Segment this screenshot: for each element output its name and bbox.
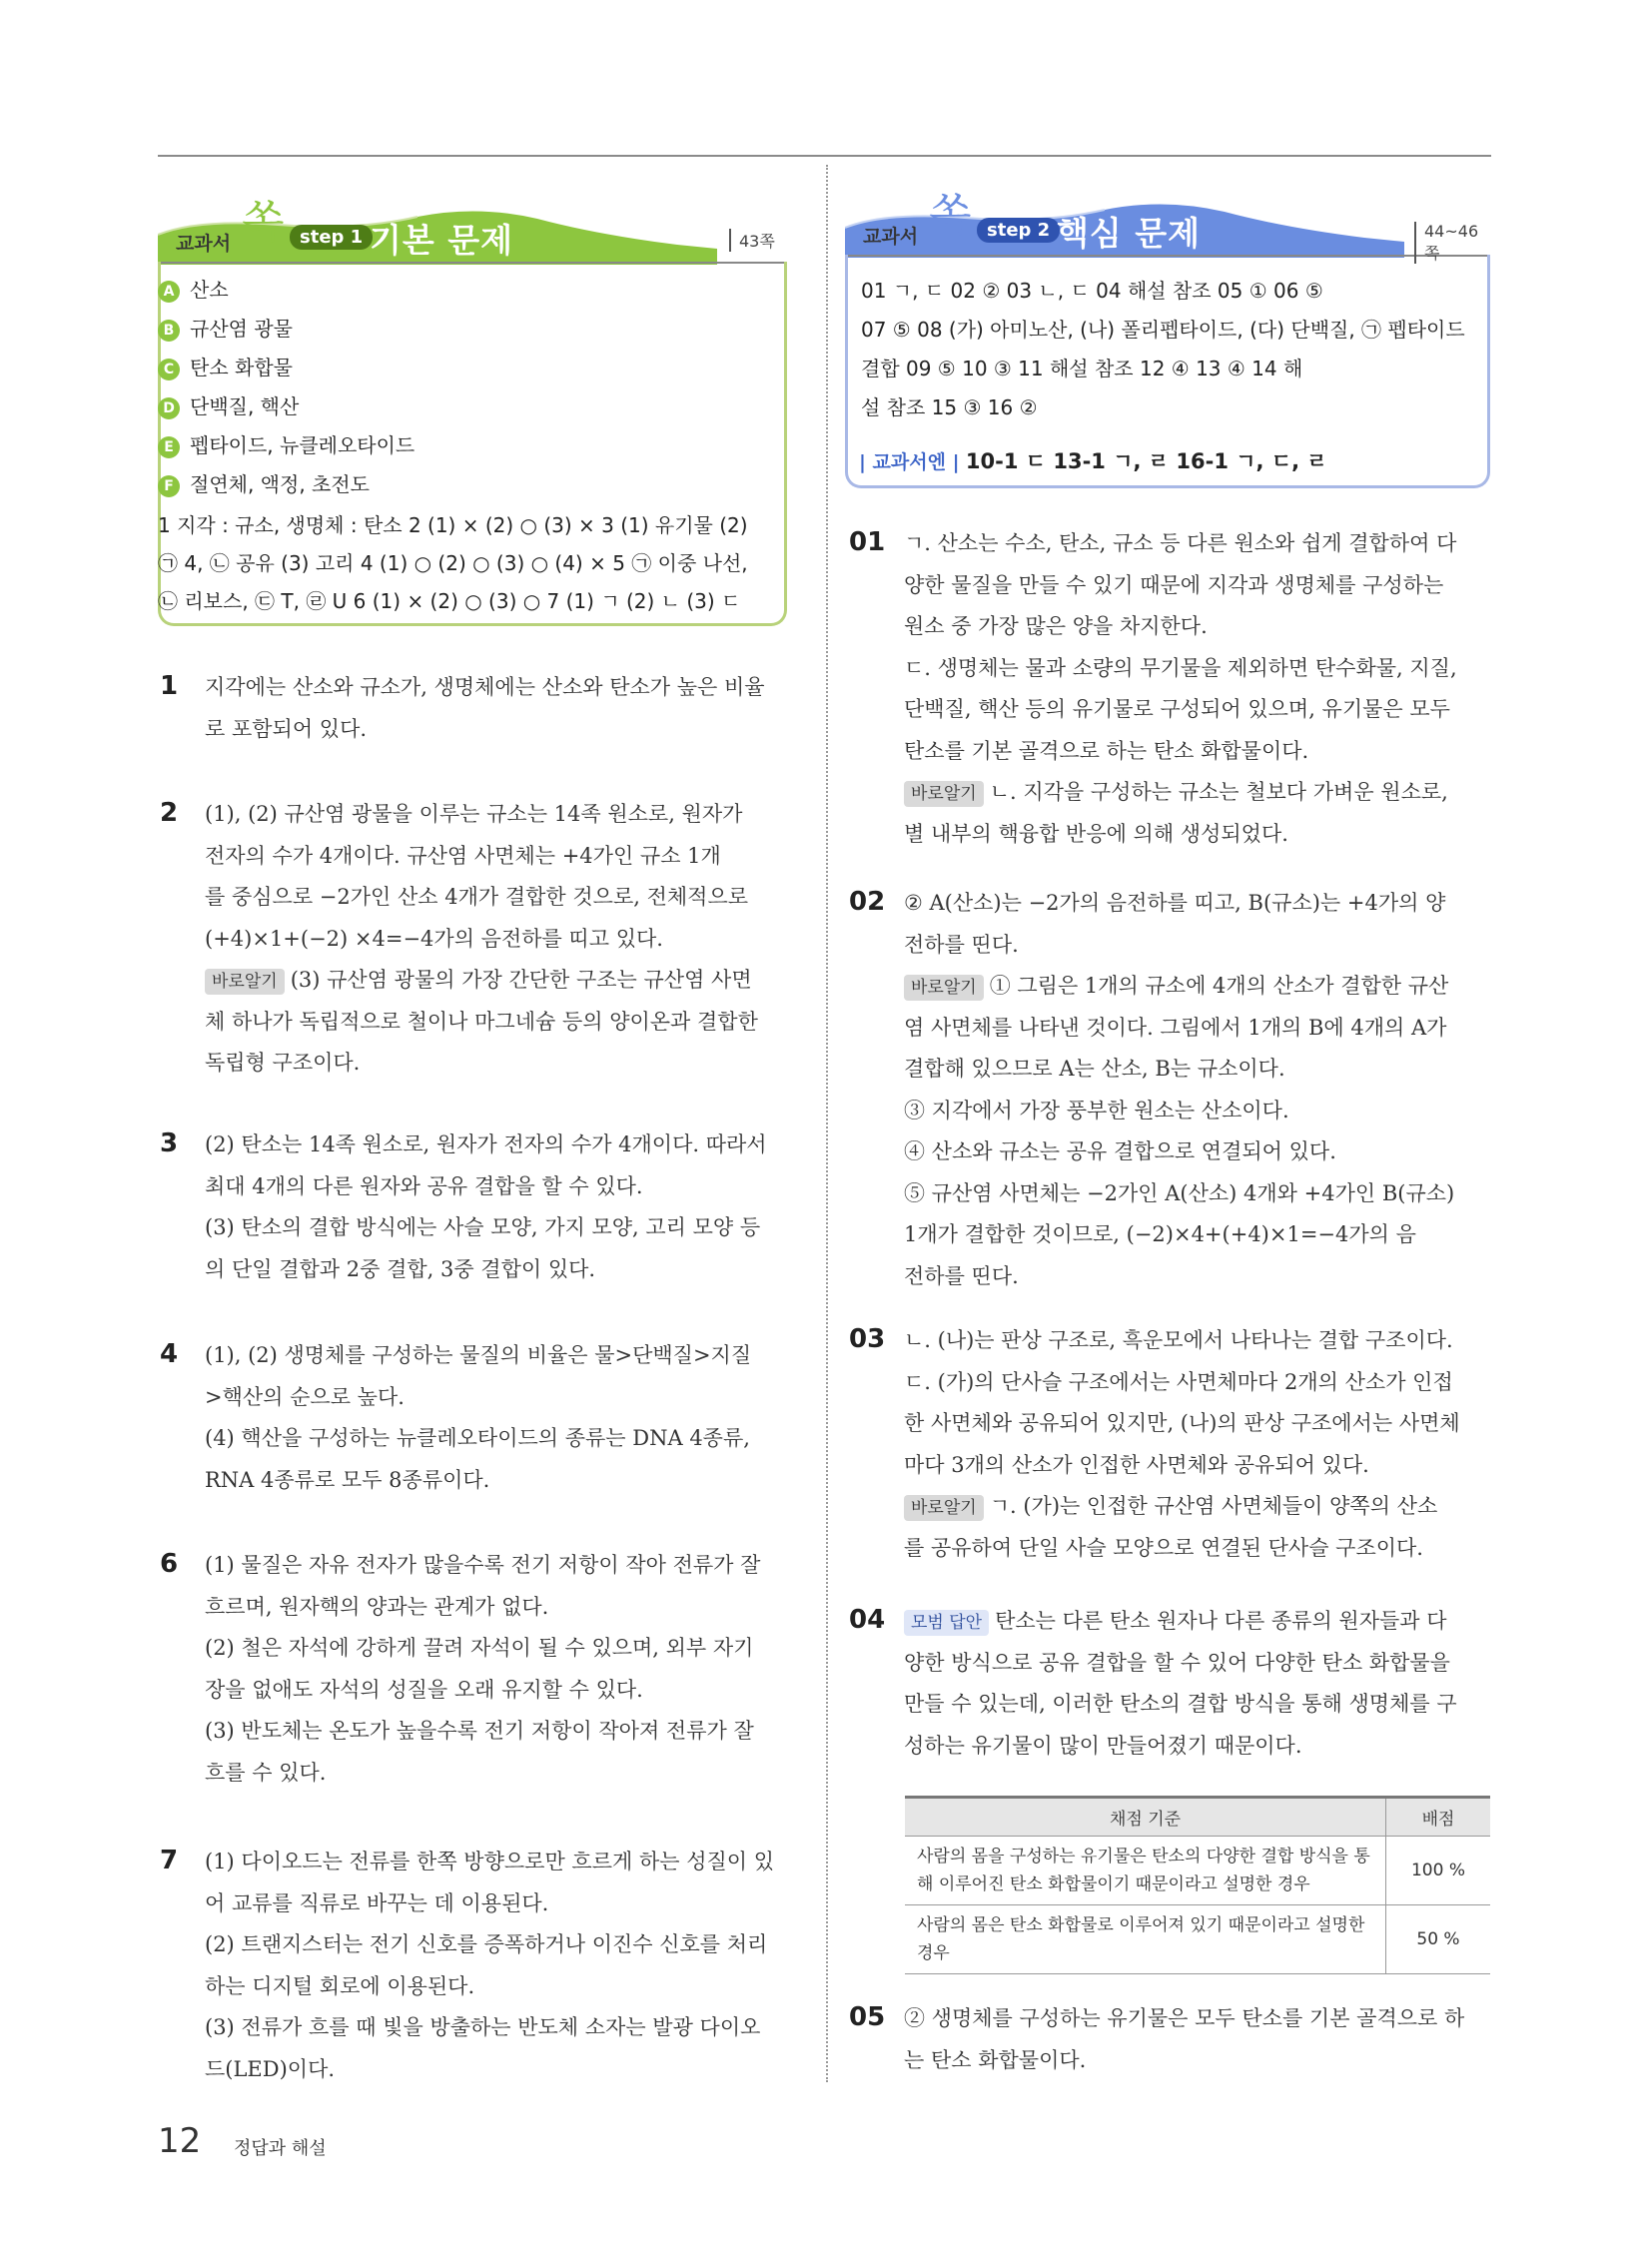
explanation-line: 한 사면체와 공유되어 있지만, (나)의 판상 구조에서는 사면체 <box>904 1411 1460 1435</box>
question-number: 7 <box>160 1846 179 1875</box>
explanation-line: (4) 핵산을 구성하는 뉴클레오타이드의 종류는 DNA 4종류, <box>205 1426 750 1450</box>
top-rule <box>158 155 1491 157</box>
explanation-line: ㄷ. (가)의 단사슬 구조에서는 사면체마다 2개의 산소가 인접 <box>904 1369 1453 1394</box>
explanation-line: 하는 디지털 회로에 이용된다. <box>205 1973 475 1998</box>
step-badge: step 2 <box>977 218 1060 243</box>
explanation-line-text: 체 하나가 독립적으로 철이나 마그네슘 등의 양이온과 결합한 <box>205 1009 758 1034</box>
explanation-line-text: 탄소는 다른 탄소 원자나 다른 종류의 원자들과 다 <box>995 1609 1447 1633</box>
explanation-line: 탄소를 기본 골격으로 하는 탄소 화합물이다. <box>904 738 1309 763</box>
question-number: 02 <box>849 887 886 917</box>
explanation-line <box>904 1173 1491 1215</box>
concept-mark: E <box>158 436 180 458</box>
criterion-header: 채점 기준 <box>905 1798 1386 1837</box>
question-number: 01 <box>849 527 886 557</box>
table-row <box>905 1837 1490 1905</box>
explanation-line-text: 결합해 있으므로 A는 산소, B는 규소이다. <box>904 1057 1285 1081</box>
concept-text: 절연체, 액정, 초전도 <box>190 472 370 496</box>
explanation-line: 단백질, 핵산 등의 유기물로 구성되어 있으며, 유기물은 모두 <box>904 697 1450 721</box>
answer-line: ㉠ 4, ㉡ 공유 (3) 고리 4 (1) ○ (2) ○ (3) ○ (4) × 5 ㉠ 이중 나선, <box>158 551 748 575</box>
explanation-line: 로 포함되어 있다. <box>205 716 368 741</box>
points-header: 배점 <box>1386 1798 1491 1837</box>
explanation-text <box>205 1124 789 1290</box>
explanation-line: 흐를 수 있다. <box>205 1760 327 1785</box>
concept-mark: B <box>158 320 180 342</box>
core-problem-header <box>845 190 1490 263</box>
concept-item <box>158 468 370 497</box>
question-number: 04 <box>849 1605 886 1635</box>
explanation-line <box>904 1131 1491 1173</box>
points-cell: 50 % <box>1386 1905 1491 1974</box>
explanation-line: 마다 3개의 산소가 인접한 사면체와 공유되어 있다. <box>904 1452 1369 1477</box>
concept-item <box>158 352 293 380</box>
section-title: 기본 문제 <box>370 221 514 260</box>
page-ref: 43쪽 <box>729 229 775 252</box>
table-row <box>905 1905 1490 1974</box>
textbook-answer-text: 10-1 ㄷ 13-1 ㄱ, ㄹ 16-1 ㄱ, ㄷ, ㄹ <box>965 449 1327 473</box>
concept-mark: D <box>158 397 180 419</box>
explanation-line: (3) 탄소의 결합 방식에는 사슬 모양, 가지 모양, 고리 모양 등 <box>205 1215 761 1239</box>
explanation-line: ㄱ. 산소는 수소, 탄소, 규소 등 다른 원소와 쉽게 결합하여 다 <box>904 531 1457 555</box>
textbook-tag: | 교과서엔 | <box>859 451 960 473</box>
question-number: 03 <box>849 1324 886 1354</box>
explanation-line: 를 중심으로 −2가인 산소 4개가 결합한 것으로, 전체적으로 <box>205 885 749 909</box>
correction-tag: 바로알기 <box>904 1495 984 1521</box>
question-number: 05 <box>849 2002 886 2032</box>
explanation-line-text: ④ 산소와 규소는 공유 결합으로 연결되어 있다. <box>904 1139 1336 1163</box>
model-answer-tag: 모범 답안 <box>904 1610 989 1636</box>
explanation-line: 원소 중 가장 많은 양을 차지한다. <box>904 614 1208 638</box>
explanation-line: >핵산의 순으로 높다. <box>205 1384 405 1409</box>
explanation-text <box>904 1998 1491 2081</box>
explanation-line: ㄴ. (나)는 판상 구조로, 흑운모에서 나타나는 결합 구조이다. <box>904 1328 1453 1352</box>
basic-problem-header <box>158 197 787 265</box>
explanation-line <box>205 960 789 1002</box>
explanation-line <box>205 1002 789 1044</box>
explanation-line-text: ㄴ. 지각을 구성하는 규소는 철보다 가벼운 원소로, <box>989 780 1448 804</box>
ssuk-logo: 쏙 <box>242 197 285 248</box>
explanation-line: 드(LED)이다. <box>205 2056 336 2081</box>
explanation-line <box>904 814 1491 856</box>
explanation-line <box>904 1726 1491 1768</box>
explanation-line: 는 탄소 화합물이다. <box>904 2047 1087 2072</box>
question-number: 2 <box>160 798 179 828</box>
concept-mark: F <box>158 475 180 497</box>
explanation-line: RNA 4종류로 모두 8종류이다. <box>205 1467 490 1492</box>
explanation-line: 장을 없애도 자석의 성질을 오래 유지할 수 있다. <box>205 1677 643 1702</box>
explanation-text <box>205 794 789 1085</box>
explanation-line-text: 별 내부의 핵융합 반응에 의해 생성되었다. <box>904 821 1288 846</box>
explanation-line: 양한 물질을 만들 수 있기 때문에 지각과 생명체를 구성하는 <box>904 572 1444 597</box>
concept-item <box>158 429 414 458</box>
explanation-line-text: ③ 지각에서 가장 풍부한 원소는 산소이다. <box>904 1098 1289 1122</box>
answer-line: 결합 09 ⑤ 10 ③ 11 해설 참조 12 ④ 13 ④ 14 해 <box>861 357 1303 380</box>
explanation-line <box>904 1256 1491 1298</box>
explanation-line-text: ① 그림은 1개의 규소에 4개의 산소가 결합한 규산 <box>989 974 1449 998</box>
explanation-line <box>205 1043 789 1085</box>
explanation-text <box>205 1545 789 1794</box>
explanation-line <box>904 1528 1491 1570</box>
explanation-text <box>205 1335 789 1501</box>
explanation-line-text: ㄱ. (가)는 인접한 규산염 사면체들이 양쪽의 산소 <box>989 1494 1438 1518</box>
explanation-line: (1), (2) 생명체를 구성하는 물질의 비율은 물>단백질>지질 <box>205 1343 752 1367</box>
textbook-answers <box>859 445 1327 475</box>
explanation-line-text: (3) 규산염 광물의 가장 간단한 구조는 규산염 사면 <box>290 968 752 992</box>
concept-text: 탄소 화합물 <box>190 356 293 379</box>
explanation-line-text: ⑤ 규산염 사면체는 −2가인 A(산소) 4개와 +4가인 B(규소) <box>904 1180 1455 1205</box>
question-number: 4 <box>160 1339 179 1369</box>
section-title: 핵심 문제 <box>1057 214 1202 253</box>
textbook-label: 교과서 <box>176 233 232 255</box>
answer-line: 1 지각 : 규소, 생명체 : 탄소 2 (1) × (2) ○ (3) × 3 (1) 유기물 (2) <box>158 513 748 537</box>
explanation-line-text: 독립형 구조이다. <box>205 1051 361 1075</box>
page-number: 12 <box>158 2121 202 2161</box>
explanation-line: ② A(산소)는 −2가의 음전하를 띠고, B(규소)는 +4가의 양 <box>904 891 1446 915</box>
explanation-line-text: 양한 방식으로 공유 결합을 할 수 있어 다양한 탄소 화합물을 <box>904 1650 1450 1675</box>
explanation-line <box>904 1091 1491 1132</box>
answer-line: 설 참조 15 ③ 16 ② <box>861 395 1038 419</box>
explanation-line: 어 교류를 직류로 바꾸는 데 이용된다. <box>205 1890 549 1915</box>
concept-mark: A <box>158 281 180 303</box>
footer-label: 정답과 해설 <box>234 2138 327 2159</box>
explanation-line <box>904 1643 1491 1685</box>
explanation-text <box>904 883 1491 1297</box>
explanation-line: (2) 트랜지스터는 전기 신호를 증폭하거나 이진수 신호를 처리 <box>205 1932 768 1956</box>
scoring-table <box>905 1796 1490 1974</box>
explanation-line-text: 성하는 유기물이 많이 만들어졌기 때문이다. <box>904 1733 1302 1758</box>
explanation-line: 의 단일 결합과 2중 결합, 3중 결합이 있다. <box>205 1256 596 1281</box>
explanation-line <box>904 1486 1491 1528</box>
explanation-line: 전자의 수가 4개이다. 규산염 사면체는 +4가인 규소 1개 <box>205 843 721 868</box>
concept-item <box>158 313 293 342</box>
explanation-line <box>904 1008 1491 1050</box>
correction-tag: 바로알기 <box>904 781 984 807</box>
explanation-text <box>904 523 1491 855</box>
question-number: 3 <box>160 1128 179 1158</box>
page-ref: 44~46쪽 <box>1414 222 1490 264</box>
explanation-line: ㄷ. 생명체는 물과 소량의 무기물을 제외하면 탄수화물, 지질, <box>904 655 1457 680</box>
explanation-text <box>904 1320 1491 1569</box>
explanation-line-text: 만들 수 있는데, 이러한 탄소의 결합 방식을 통해 생명체를 구 <box>904 1692 1457 1716</box>
explanation-line <box>904 1601 1491 1643</box>
answer-line: ㉡ 리보스, ㉢ T, ㉣ U 6 (1) × (2) ○ (3) ○ 7 (1) ㄱ (2) ㄴ (3) ㄷ <box>158 589 741 613</box>
explanation-line: 지각에는 산소와 규소가, 생명체에는 산소와 탄소가 높은 비율 <box>205 675 765 699</box>
explanation-line: ② 생명체를 구성하는 유기물은 모두 탄소를 기본 골격으로 하 <box>904 2006 1465 2030</box>
explanation-line <box>904 1049 1491 1091</box>
concept-item <box>158 390 299 419</box>
concept-text: 단백질, 핵산 <box>190 394 300 418</box>
question-number: 6 <box>160 1549 179 1579</box>
explanation-text <box>205 667 789 750</box>
explanation-line: (1) 다이오드는 전류를 한쪽 방향으로만 흐르게 하는 성질이 있 <box>205 1850 775 1873</box>
explanation-line: (1), (2) 규산염 광물을 이루는 규소는 14족 원소로, 원자가 <box>205 802 743 826</box>
explanation-line: (2) 탄소는 14족 원소로, 원자가 전자의 수가 4개이다. 따라서 <box>205 1132 767 1156</box>
concept-text: 산소 <box>190 278 229 302</box>
criterion-cell: 사람의 몸을 구성하는 유기물은 탄소의 다양한 결합 방식을 통해 이루어진 탄소 화합물이기 때문이라고 설명한 경우 <box>905 1837 1386 1905</box>
concept-mark: C <box>158 359 180 380</box>
explanation-line <box>904 966 1491 1008</box>
correction-tag: 바로알기 <box>904 975 984 1001</box>
concept-text: 규산염 광물 <box>190 317 293 341</box>
explanation-line-text: 를 공유하여 단일 사슬 모양으로 연결된 단사슬 구조이다. <box>904 1535 1423 1560</box>
explanation-text <box>904 1601 1491 1767</box>
textbook-label: 교과서 <box>863 226 919 248</box>
explanation-line: (1) 물질은 자유 전자가 많을수록 전기 저항이 작아 전류가 잘 <box>205 1553 761 1577</box>
points-cell: 100 % <box>1386 1837 1491 1905</box>
explanation-line: (+4)×1+(−2) ×4=−4가의 음전하를 띠고 있다. <box>205 926 663 951</box>
explanation-text <box>205 1842 789 2090</box>
explanation-line <box>904 772 1491 814</box>
explanation-line <box>904 1684 1491 1726</box>
correction-tag: 바로알기 <box>205 969 285 995</box>
explanation-line: (3) 전류가 흐를 때 빛을 방출하는 반도체 소자는 발광 다이오 <box>205 2015 761 2039</box>
step-badge: step 1 <box>290 225 373 250</box>
explanation-line: 최대 4개의 다른 원자와 공유 결합을 할 수 있다. <box>205 1173 643 1198</box>
question-number: 1 <box>160 671 179 701</box>
answer-line: 01 ㄱ, ㄷ 02 ② 03 ㄴ, ㄷ 04 해설 참조 05 ① 06 ⑤ <box>861 279 1323 303</box>
explanation-line <box>904 1214 1491 1256</box>
ssuk-logo: 쏙 <box>929 190 972 241</box>
explanation-line-text: 1개가 결합한 것이므로, (−2)×4+(+4)×1=−4가의 음 <box>904 1222 1416 1246</box>
concept-item <box>158 274 229 303</box>
explanation-line: 전하를 띤다. <box>904 932 1019 957</box>
column-divider <box>826 165 828 2082</box>
answer-line: 07 ⑤ 08 (가) 아미노산, (나) 폴리펩타이드, (다) 단백질, ㉠ 펩타이드 <box>861 318 1465 342</box>
explanation-line: (2) 철은 자석에 강하게 끌려 자석이 될 수 있으며, 외부 자기 <box>205 1636 754 1660</box>
explanation-line-text: 염 사면체를 나타낸 것이다. 그림에서 1개의 B에 4개의 A가 <box>904 1015 1447 1040</box>
explanation-line: (3) 반도체는 온도가 높을수록 전기 저항이 작아져 전류가 잘 <box>205 1719 754 1743</box>
explanation-line-text: 전하를 띤다. <box>904 1263 1019 1288</box>
concept-text: 펩타이드, 뉴클레오타이드 <box>190 433 415 457</box>
criterion-cell: 사람의 몸은 탄소 화합물로 이루어져 있기 때문이라고 설명한 경우 <box>905 1905 1386 1974</box>
explanation-line: 흐르며, 원자핵의 양과는 관계가 없다. <box>205 1594 549 1619</box>
